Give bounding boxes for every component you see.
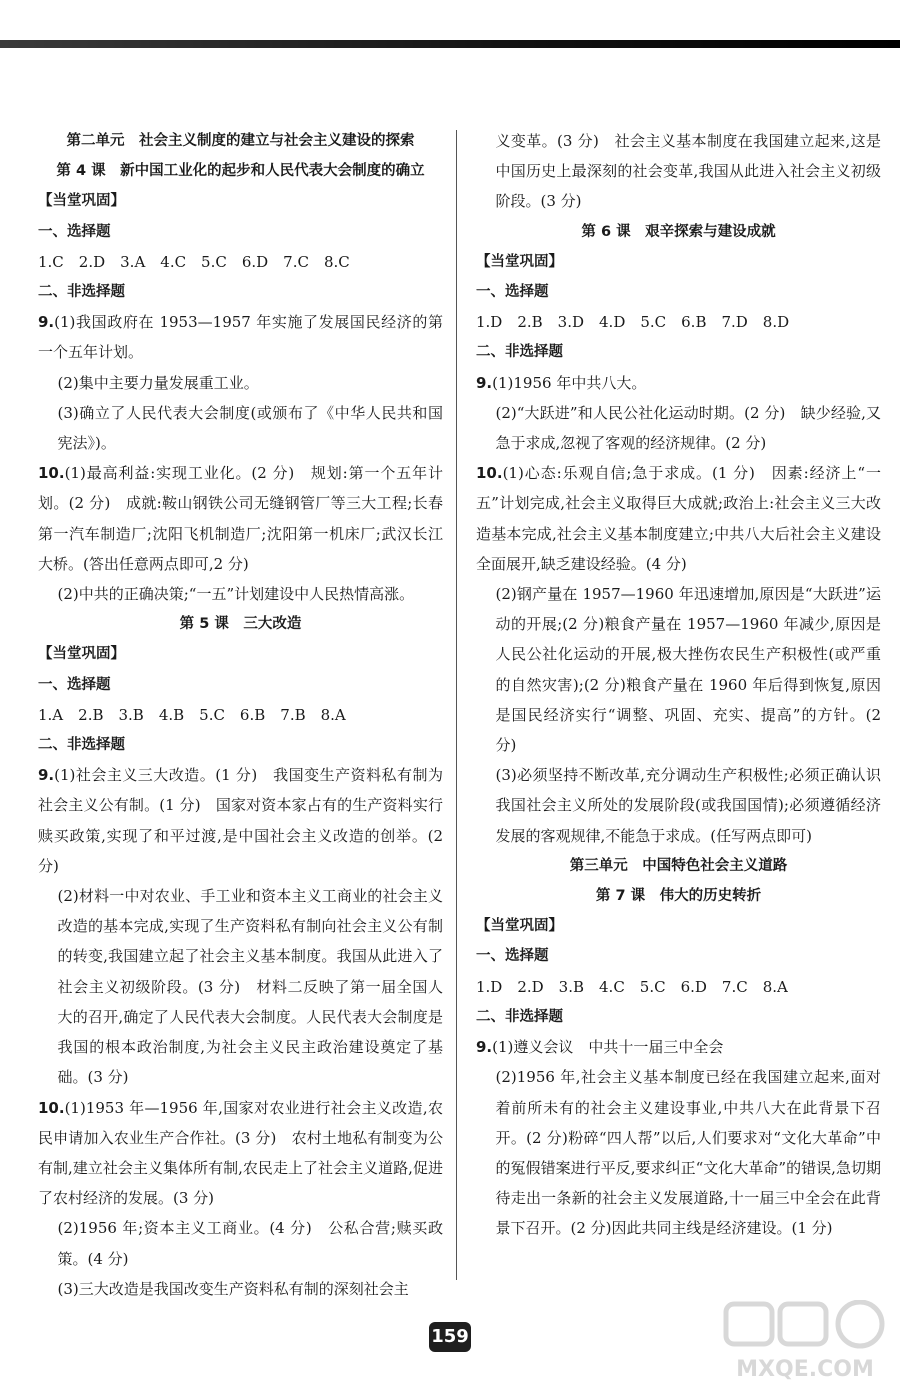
answer-text: (1)我国政府在 1953—1957 年实施了发展国民经济的第一个五年计划。 <box>38 313 443 362</box>
section-bracket: 【当堂巩固】 <box>38 646 125 663</box>
section-heading: 一、选择题 <box>38 223 111 240</box>
section-bracket: 【当堂巩固】 <box>38 193 125 210</box>
question-number: 9. <box>38 313 55 332</box>
lesson-title: 第 6 课 艰辛探索与建设成就 <box>581 223 776 240</box>
answer-text: (2)“大跃进”和人民公社化运动时期。(2 分) 缺少经验,又急于求成,忽视了客观的经济规律。(2 分) <box>495 403 881 453</box>
section-heading: 一、选择题 <box>476 284 549 301</box>
answer-text: (2)1956 年;资本主义工商业。(4 分) 公私合营;赎买政策。(4 分) <box>57 1219 443 1268</box>
unit-title: 第二单元 社会主义制度的建立与社会主义建设的探索 <box>66 133 415 149</box>
question-number: 10. <box>476 464 503 483</box>
lesson-title: 第 7 课 伟大的历史转折 <box>595 888 762 905</box>
choice-answers: 1.A 2.B 3.B 4.B 5.C 6.B 7.B 8.A <box>38 705 346 724</box>
question-number: 9. <box>476 373 493 392</box>
section-heading: 一、选择题 <box>38 676 111 693</box>
left-column <box>38 126 443 1304</box>
column-divider <box>456 130 457 1280</box>
answer-text: (2)1956 年,社会主义基本制度已经在我国建立起来,面对着前所未有的社会主义建设事业,中共八大在此背景下召开。(2 分)粉碎“四人帮”以后,人们要求对“文化大革命”中的冤假错案进行平反,要求纠正“文化大革命”的错误,急切期待走出一条新的社会主义发展道路,十一届三中全会在此背景下召开。(2 分)因此共同主线是经济建设。(1 分) <box>495 1068 881 1238</box>
question-number: 10. <box>38 1098 65 1117</box>
page-number: 159 <box>429 1322 471 1352</box>
answer-text: 义变革。(3 分) 社会主义基本制度在我国建立起来,这是中国历史上最深刻的社会变革,我国从此进入社会主义初级阶段。(3 分) <box>495 132 881 211</box>
answer-text: (1)社会主义三大改造。(1 分) 我国变生产资料私有制为社会主义公有制。(1 分) 国家对资本家占有的生产资料实行赎买政策,实现了和平过渡,是中国社会主义改造的创举。(2 分) <box>38 766 443 875</box>
answer-text: (1)遵义会议 中共十一届三中全会 <box>492 1038 724 1057</box>
question-number: 10. <box>38 464 65 483</box>
answer-text: (2)集中主要力量发展重工业。 <box>57 373 259 392</box>
watermark-logo <box>720 1300 890 1382</box>
answer-text: (1)心态:乐观自信;急于求成。(1 分) 因素:经济上“一五”计划完成,社会主义取得巨大成就;政治上:社会主义三大改造基本完成,社会主义基本制度建立;中共八大后社会主义建设全面展开,缺乏建设经验。(4 分) <box>476 464 881 573</box>
section-heading: 一、选择题 <box>476 948 549 965</box>
answer-text: (3)必须坚持不断改革,充分调动生产积极性;必须正确认识我国社会主义所处的发展阶段(或我国国情);必须遵循经济发展的客观规律,不能急于求成。(任写两点即可) <box>495 766 881 845</box>
choice-answers: 1.C 2.D 3.A 4.C 5.C 6.D 7.C 8.C <box>38 252 350 271</box>
answer-text: (2)中共的正确决策;“一五”计划建设中人民热情高涨。 <box>57 585 415 604</box>
answer-text: (3)三大改造是我国改变生产资料私有制的深刻社会主 <box>57 1279 409 1298</box>
section-bracket: 【当堂巩固】 <box>476 253 563 270</box>
question-number: 9. <box>38 766 55 785</box>
choice-answers: 1.D 2.B 3.D 4.D 5.C 6.B 7.D 8.D <box>476 313 790 332</box>
section-heading: 二、非选择题 <box>476 1008 563 1025</box>
header-rule <box>0 40 900 48</box>
choice-answers: 1.D 2.D 3.B 4.C 5.C 6.D 7.C 8.A <box>476 977 788 996</box>
section-bracket: 【当堂巩固】 <box>476 918 563 935</box>
answer-text: (1)1953 年—1956 年,国家对农业进行社会主义改造,农民申请加入农业生产合作社。(3 分) 农村土地私有制变为公有制,建立社会主义集体所有制,农民走上了社会主义道路,促进了农村经济的发展。(3 分) <box>38 1098 443 1208</box>
answer-text: (2)材料一中对农业、手工业和资本主义工商业的社会主义改造的基本完成,实现了生产资料私有制向社会主义公有制的转变,我国建立起了社会主义基本制度。我国从此进入了社会主义初级阶段。(3 分) 材料二反映了第一届全国人大的召开,确定了人民代表大会制度。人民代表大会制度是我国的根本政治制度,为社会主义民主政治建设奠定了基础。(3 分) <box>57 887 443 1087</box>
lesson-title: 第 4 课 新中国工业化的起步和人民代表大会制度的确立 <box>56 163 425 180</box>
unit-title: 第三单元 中国特色社会主义道路 <box>569 857 788 874</box>
lesson-title: 第 5 课 三大改造 <box>179 616 302 633</box>
watermark-text: MXQE.COM <box>736 1357 874 1382</box>
answer-text: (2)钢产量在 1957—1960 年迅速增加,原因是“大跃进”运动的开展;(2 分)粮食产量在 1957—1960 年减少,原因是人民公社化运动的开展,极大挫伤农民生产积极性(或严重的自然灾害);(2 分)粮食产量在 1960 年后得到恢复,原因是国民经济实行“调整、巩固、充实、提高”的方针。(2 分) <box>495 585 881 755</box>
right-column <box>476 126 881 1244</box>
section-heading: 二、非选择题 <box>38 284 125 301</box>
answer-text: (3)确立了人民代表大会制度(或颁布了《中华人民共和国宪法》)。 <box>57 403 443 453</box>
question-number: 9. <box>476 1038 493 1057</box>
answer-text: (1)1956 年中共八大。 <box>492 373 647 392</box>
section-heading: 二、非选择题 <box>38 737 125 754</box>
answer-text: (1)最高利益:实现工业化。(2 分) 规划:第一个五年计划。(2 分) 成就:鞍山钢铁公司无缝钢管厂等三大工程;长春第一汽车制造厂;沈阳飞机制造厂;沈阳第一机床厂;武汉长江大桥。(答出任意两点即可,2 分) <box>38 464 443 573</box>
section-heading: 二、非选择题 <box>476 344 563 361</box>
